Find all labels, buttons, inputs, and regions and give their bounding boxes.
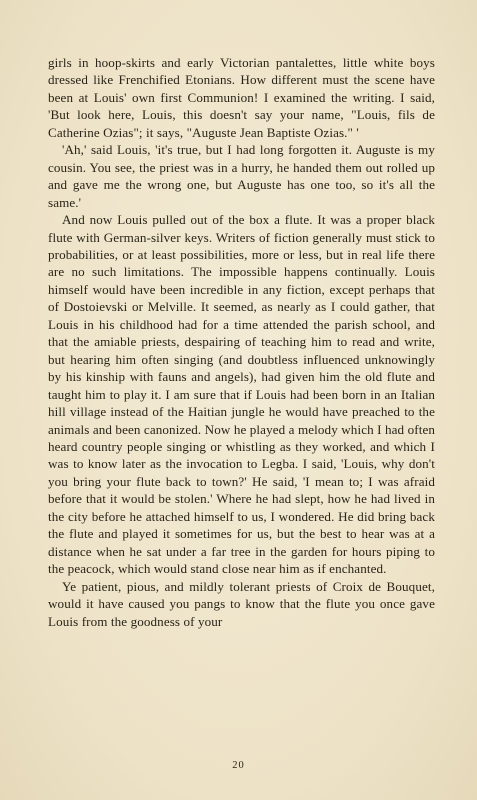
body-text xyxy=(48,54,435,630)
paragraph: girls in hoop-skirts and early Victorian pantalettes, little white boys dressed like Frenchified Etonians. How different must the scene have been at Louis' own first Communion! I examined the writing. I said, 'But look here, Louis, this doesn't say your name, "Louis, fils de Catherine Ozias"; it says, "Auguste Jean Baptiste Ozias." ' xyxy=(48,55,435,140)
paragraph: 'Ah,' said Louis, 'it's true, but I had long forgotten it. Auguste is my cousin. You see, the priest was in a hurry, he handed them out rolled up and gave me the wrong one, but Auguste has one too, so it's all the same.' xyxy=(48,142,435,210)
page-number: 20 xyxy=(232,760,245,771)
paragraph: And now Louis pulled out of the box a flute. It was a proper black flute with German-silver keys. Writers of fiction generally must stick to probabilities, or at least possibilities, more or less, but in real life there are no such limitations. The impossible happens continually. Louis himself would have been incredible in any fiction, except perhaps that of Dostoievski or Melville. It seemed, as nearly as I could gather, that Louis in his childhood had for a time attended the parish school, and that the amiable priests, despairing of teaching him to read and write, but hearing him often singing (and doubtless influenced unknowingly by his kinship with fauns and angels), had given him the old flute and taught him to play it. I am sure that if Louis had been born in an Italian hill village instead of the Haitian jungle he would have preached to the animals and been canonized. Now he played a melody which I had often heard country people singing or whistling as they worked, and which I was to know later as the invocation to Legba. I said, 'Louis, why don't you bring your flute back to town?' He said, 'I mean to; I was afraid before that it would be stolen.' Where he had slept, how he had lived in the city before he attached himself to us, I wondered. He did bring back the flute and played it sometimes for us, but the best to hear was at a distance when he sat under a far tree in the garden for hours piping to the peacock, which would stand close near him as if enchanted. xyxy=(48,212,435,577)
paragraph: Ye patient, pious, and mildly tolerant priests of Croix de Bouquet, would it have caused you pangs to know that the flute you once gave Louis from the goodness of your xyxy=(48,578,435,629)
